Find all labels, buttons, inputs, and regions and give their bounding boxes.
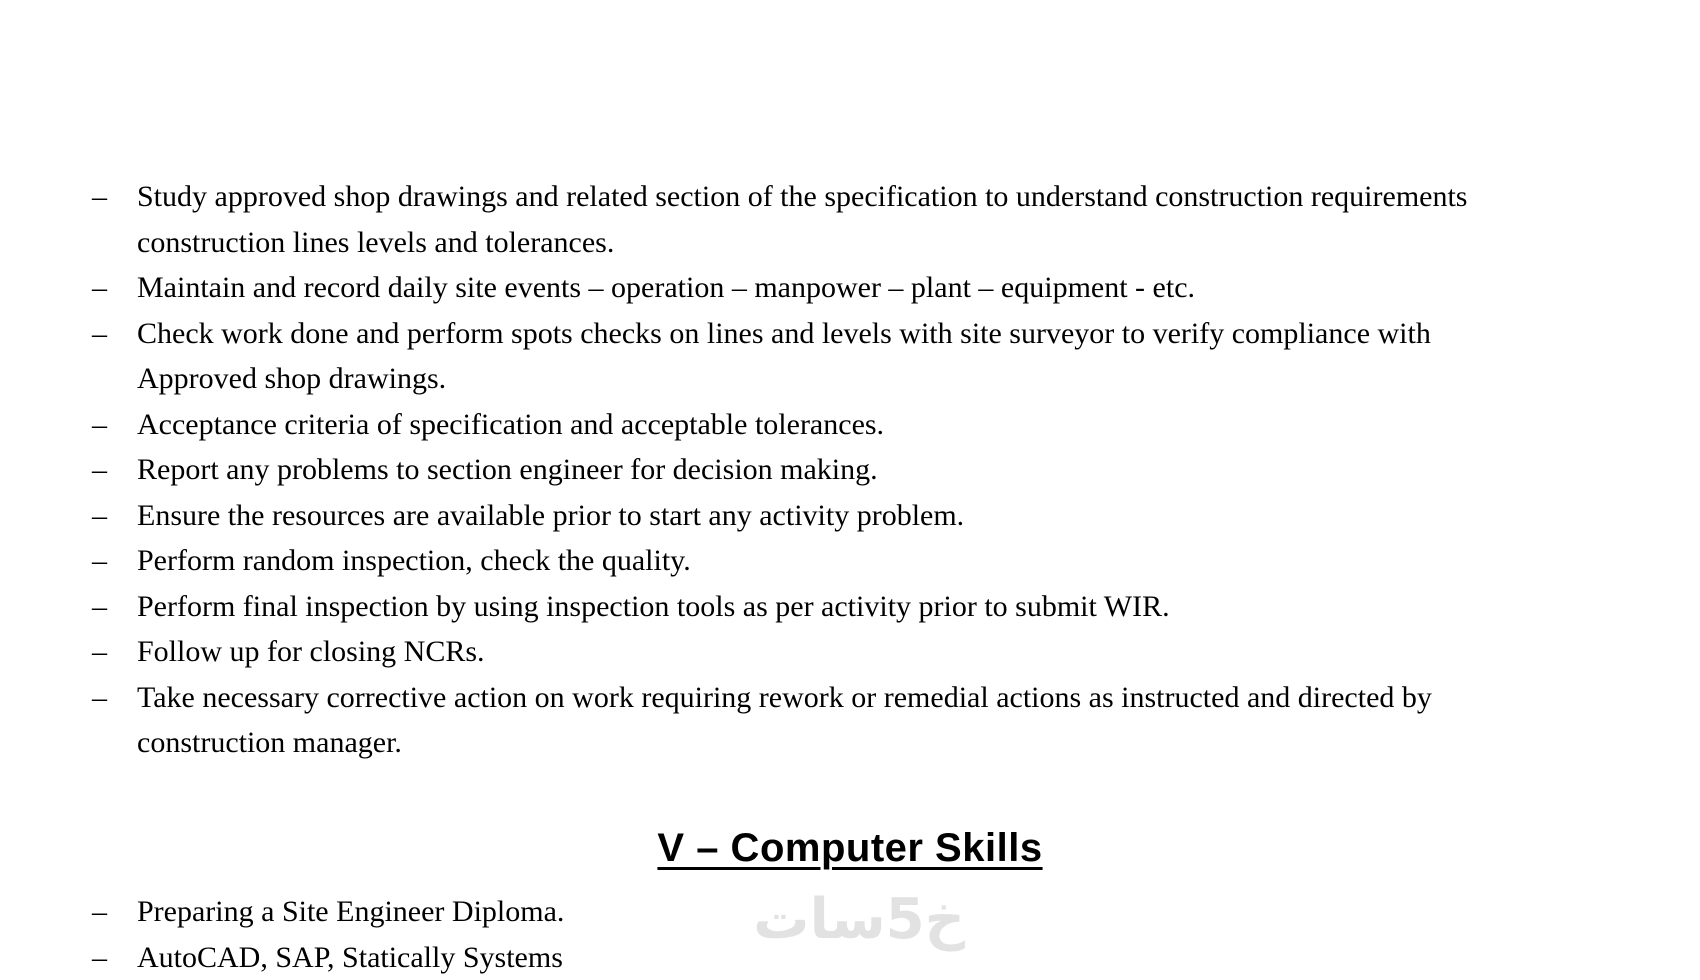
list-item-text: Maintain and record daily site events – operation – manpower – plant – equipment - etc. — [137, 265, 1472, 311]
bullet-dash: – — [92, 174, 137, 220]
list-item — [92, 174, 1472, 265]
computer-skills-list — [92, 889, 1472, 980]
list-item — [92, 265, 1472, 311]
bullet-dash: – — [92, 935, 137, 980]
list-item — [92, 311, 1472, 402]
list-item-text: Study approved shop drawings and related section of the specification to understand construction requirements construction lines levels and tolerances. — [137, 174, 1472, 265]
bullet-dash: – — [92, 265, 137, 311]
bullet-dash: – — [92, 402, 137, 448]
list-item-text: Acceptance criteria of specification and acceptable tolerances. — [137, 402, 1472, 448]
list-item — [92, 493, 1472, 539]
bullet-dash: – — [92, 538, 137, 584]
list-item-text: Perform final inspection by using inspection tools as per activity prior to submit WIR. — [137, 584, 1472, 630]
list-item — [92, 402, 1472, 448]
list-item-text: Perform random inspection, check the quality. — [137, 538, 1472, 584]
list-item-text: Follow up for closing NCRs. — [137, 629, 1472, 675]
list-item-text: Take necessary corrective action on work requiring rework or remedial actions as instructed and directed by construction manager. — [137, 675, 1472, 766]
list-item-text: AutoCAD, SAP, Statically Systems — [137, 935, 1472, 980]
list-item-text: Report any problems to section engineer for decision making. — [137, 447, 1472, 493]
list-item-text: Check work done and perform spots checks on lines and levels with site surveyor to verify compliance with Approved shop drawings. — [137, 311, 1472, 402]
bullet-dash: – — [92, 447, 137, 493]
list-item — [92, 584, 1472, 630]
bullet-dash: – — [92, 311, 137, 357]
list-item — [92, 935, 1472, 980]
list-item-text: Preparing a Site Engineer Diploma. — [137, 889, 1472, 935]
list-item-text: Ensure the resources are available prior to start any activity problem. — [137, 493, 1472, 539]
bullet-dash: – — [92, 493, 137, 539]
list-item — [92, 675, 1472, 766]
khamsat-watermark: خ5سات — [745, 891, 965, 950]
bullet-dash: – — [92, 889, 137, 935]
bullet-dash: – — [92, 629, 137, 675]
list-item — [92, 629, 1472, 675]
responsibilities-list — [92, 174, 1472, 766]
bullet-dash: – — [92, 584, 137, 630]
list-item — [92, 447, 1472, 493]
list-item — [92, 538, 1472, 584]
bullet-dash: – — [92, 675, 137, 721]
section-heading-computer-skills: V – Computer Skills — [0, 826, 1700, 871]
list-item — [92, 889, 1472, 935]
